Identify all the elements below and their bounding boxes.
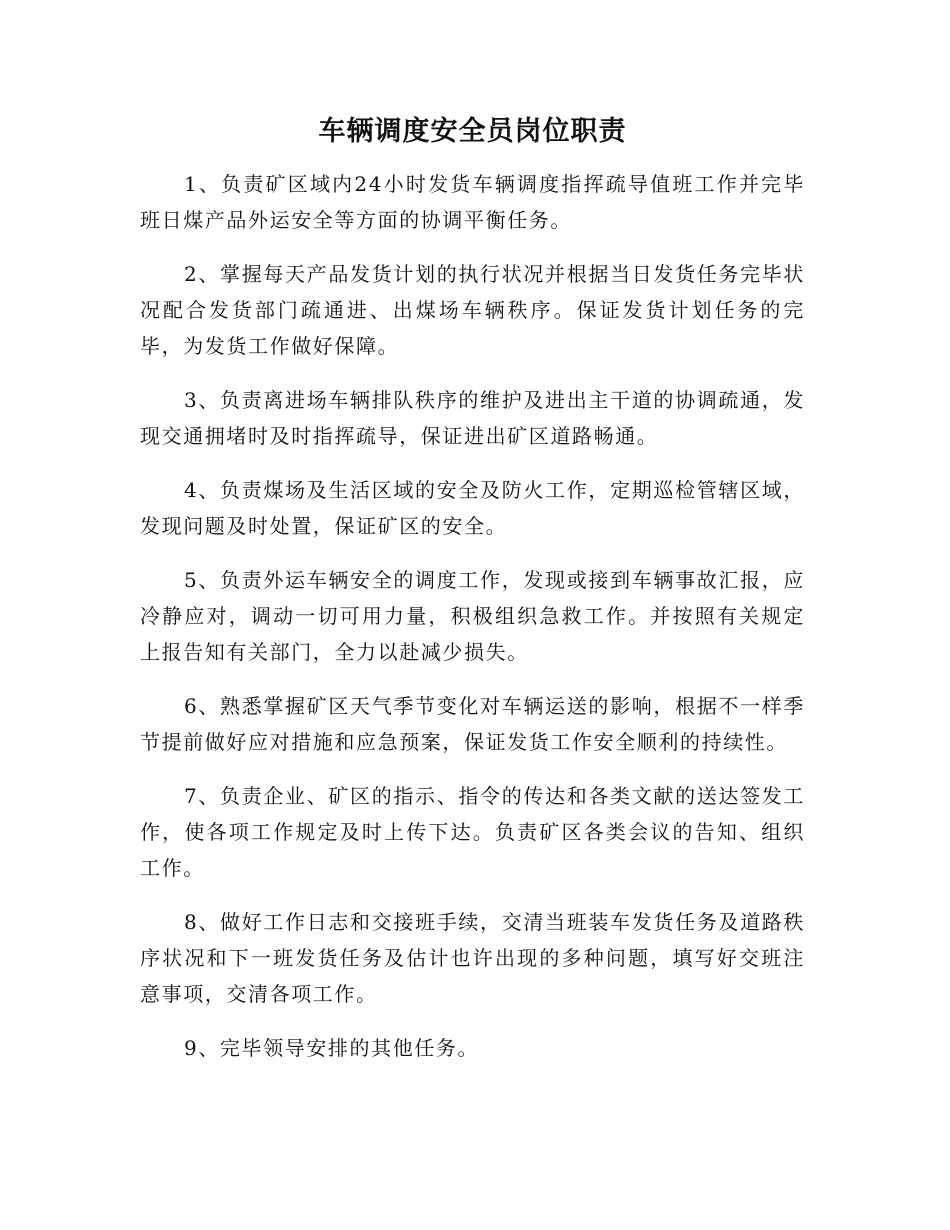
duty-item-9: 9、完毕领导安排的其他任务。 (184, 1036, 480, 1060)
duty-item-4: 4、负责煤场及生活区域的安全及防火工作，定期巡检管辖区域，发现问题及时处置，保证矿区的安全。 (140, 478, 805, 538)
duty-item-1: 1、负责矿区域内24小时发货车辆调度指挥疏导值班工作并完毕班日煤产品外运安全等方面的协调平衡任务。 (140, 172, 805, 232)
document-page (140, 112, 805, 1084)
duty-item-3: 3、负责离进场车辆排队秩序的维护及进出主干道的协调疏通，发现交通拥堵时及时指挥疏导，保证进出矿区道路畅通。 (140, 388, 805, 448)
duty-item-2: 2、掌握每天产品发货计划的执行状况并根据当日发货任务完毕状况配合发货部门疏通进、出煤场车辆秩序。保证发货计划任务的完毕，为发货工作做好保障。 (140, 262, 805, 358)
duty-item-7: 7、负责企业、矿区的指示、指令的传达和各类文献的送达签发工作，使各项工作规定及时上传下达。负责矿区各类会议的告知、组织工作。 (140, 784, 805, 880)
duty-item-6: 6、熟悉掌握矿区天气季节变化对车辆运送的影响，根据不一样季节提前做好应对措施和应急预案，保证发货工作安全顺利的持续性。 (140, 694, 805, 754)
document-title: 车辆调度安全员岗位职责 (318, 116, 627, 147)
duty-item-8: 8、做好工作日志和交接班手续，交清当班装车发货任务及道路秩序状况和下一班发货任务及估计也许出现的多种问题，填写好交班注意事项，交清各项工作。 (140, 910, 805, 1006)
duty-item-5: 5、负责外运车辆安全的调度工作，发现或接到车辆事故汇报，应冷静应对，调动一切可用力量，积极组织急救工作。并按照有关规定上报告知有关部门，全力以赴减少损失。 (140, 568, 805, 664)
